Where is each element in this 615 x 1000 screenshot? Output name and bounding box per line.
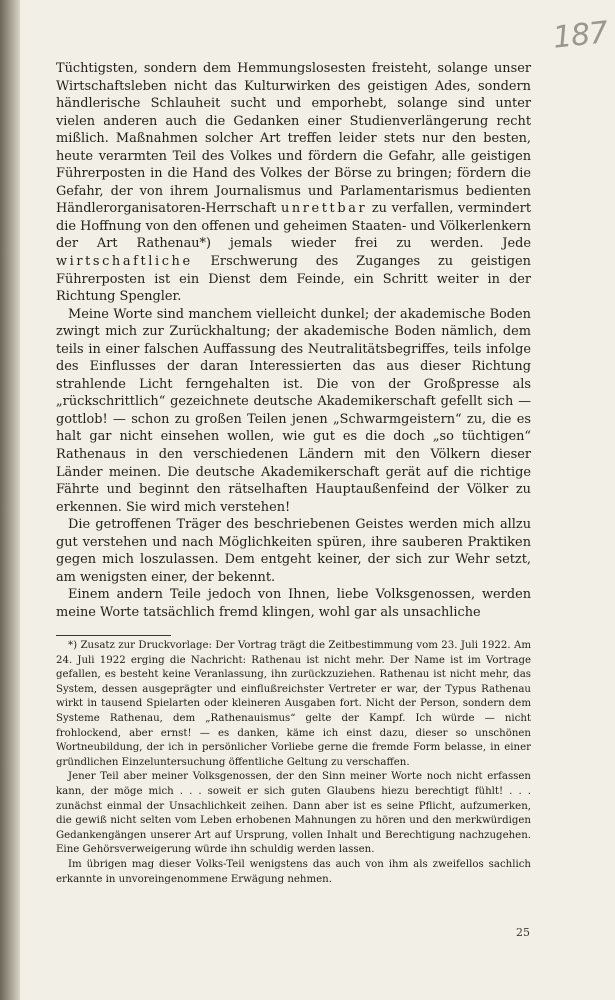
book-gutter <box>0 0 20 1000</box>
footnote-paragraph-3: Im übrigen mag dieser Volks-Teil wenigstens das auch von ihm als zweifellos sachlich erkannte in unvoreingenommene Erwägung nehmen. <box>56 858 531 885</box>
text-run: Erschwerung des Zuganges zu geistigen Führerposten ist ein Dienst dem Feinde, ein Schritt weiter in der Richtung Spengler. <box>56 254 531 305</box>
paragraph-2 <box>56 306 531 517</box>
paragraph-4 <box>56 586 531 621</box>
paragraph-1 <box>56 60 531 306</box>
paragraph-3 <box>56 516 531 586</box>
footnote-paragraph-2: Jener Teil aber meiner Volksgenossen, der den Sinn meiner Worte noch nicht erfassen kann, der möge mich . . . soweit er sich guten Glaubens hiezu berechtigt fühlt! . . . zunächst einmal der Unsachlichkeit zeihen. Dann aber ist es seine Pflicht, aufzumerken, die gewiß nicht selten vom Leben erhobenen Mahnungen zu hören und den merkwürdigen Gedankengängen unserer Art auf Ursprung, vollen Inhalt und Berechtigung nachzugehen. Eine Gehörsverweigerung würde ihn schuldig werden lassen. <box>56 771 531 856</box>
footnote-paragraph-1: *) Zusatz zur Druckvorlage: Der Vortrag trägt die Zeitbestimmung vom 23. Juli 1922. Am 24. Juli 1922 erging die Nachricht: Rathenau ist nicht mehr. Der Name ist im Vortrage gefallen, es besteht keine Veranlassung, ihn zurückzuziehen. Rathenau ist nicht mehr, das System, dessen ausgeprägter und einflußreichster Vertreter er war, der Typus Rathenau wirkt in tausend Spielarten oder kleineren Ausgaben fort. Nicht der Person, sondern dem Systeme Rathenau, dem „Rathenauismus“ gelte der Kampf. Ich würde — nicht frohlockend, aber ernst! — es danken, käme ich einst dazu, dieser so unschönen Wortneubildung, der ich in persönlicher Vorliebe gerne die fremde Form belasse, in einer gründlichen Einzeluntersuchung öffentliche Geltung zu verschaffen. <box>56 640 531 768</box>
footnote <box>56 639 531 887</box>
spaced-emphasis: wirtschaftliche <box>56 254 193 270</box>
text-run: zu verfallen, vermindert die Hoffnung von den offenen und geheimen Staaten- und Völkerlenkern der Art Rathenau*) jemals wieder frei zu werden. Jede <box>56 201 532 252</box>
main-text <box>56 60 531 622</box>
text-run: Tüchtigsten, sondern dem Hemmungslosesten freisteht, solange unser Wirtschaftsleben nicht das Kulturwirken des geistigen Ades, sondern händlerische Schlauheit sucht und emporhebt, solange sind unter vielen anderen auch die Gedanken einer Studienverlängerung recht mißlich. Maßnahmen solcher Art treffen leider stets nur den besten, heute verarmten Teil des Volkes und fördern die Gefahr, alle geistigen Führerposten in die Hand des Volkes der Börse zu bringen; fördern die Gefahr, der von ihrem Journalismus und Parlamentarismus bedienten Händlerorganisatoren-Herrschaft <box>56 61 531 217</box>
spaced-emphasis: unrettbar <box>280 201 368 217</box>
footnote-rule <box>56 635 171 636</box>
page-number: 25 <box>516 926 530 939</box>
text-run: Einem andern Teile jedoch von Ihnen, liebe Volksgenossen, werden meine Worte tatsächlich fremd klingen, wohl gar als unsachliche <box>56 587 531 620</box>
pencil-folio-mark: 187 <box>551 15 609 56</box>
text-run: Meine Worte sind manchem vielleicht dunkel; der akademische Boden zwingt mich zur Zurückhaltung; der akademische Boden nämlich, dem teils in einer falschen Auffassung des Neutralitätsbegriffes, teils infolge des Einflusses der daran Interessierten das aus dieser Richtung strahlende Licht ferngehalten ist. Die von der Großpresse als „rückschrittlich“ gezeichnete deutsche Akademikerschaft gefellt sich — gottlob! — schon zu großen Teilen jenen „Schwarmgeistern“ zu, die es halt gar nicht einsehen wollen, wie gut es die doch „so tüchtigen“ Rathenaus in den verschiedenen Ländern mit den Völkern dieser Länder meinen. Die deutsche Akademikerschaft gerät auf die richtige Fährte und beginnt den rätselhaften Hauptaußenfeind der Völker zu erkennen. Sie wird mich verstehen! <box>56 306 531 515</box>
text-run: Die getroffenen Träger des beschriebenen Geistes werden mich allzu gut verstehen und nach Möglichkeiten spüren, ihre sauberen Praktiken gegen mich loszulassen. Dem entgeht keiner, der sich zur Wehr setzt, am wenigsten einer, der bekennt. <box>56 517 531 585</box>
